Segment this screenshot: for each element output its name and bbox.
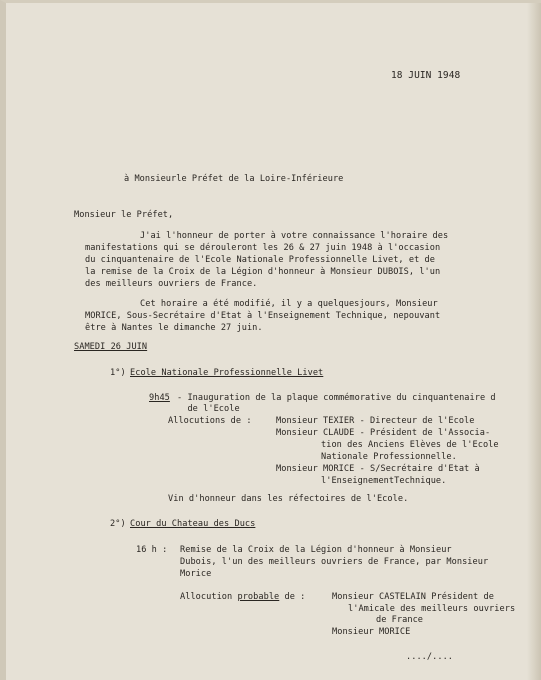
de-word: de : <box>279 592 306 602</box>
section1-title: Ecole Nationale Professionnelle Livet <box>130 368 324 378</box>
section2-item-line: Morice <box>180 569 212 579</box>
allocution2-line: l'Amicale des meilleurs ouvriers <box>348 604 516 614</box>
allocution2-line: de France <box>376 615 424 625</box>
allocution-line: l'EnseignementTechnique. <box>321 476 447 486</box>
recipient-line: à Monsieurle Préfet de la Loire-Inférieure <box>124 174 344 184</box>
para2-line: Cet horaire a été modifié, il y a quelquesjours, Monsieur <box>140 299 438 309</box>
allocution-line: Monsieur TEXIER - Directeur de l'Ecole <box>276 416 475 426</box>
letter-date: 18 JUIN 1948 <box>391 70 461 81</box>
para1-line: la remise de la Croix de la Légion d'honneur à Monsieur DUBOIS, l'un <box>85 267 441 277</box>
para2-line: MORICE, Sous-Secrétaire d'Etat à l'Enseignement Technique, nepouvant <box>85 311 441 321</box>
continuation-mark: ..../.... <box>406 652 454 662</box>
allocution-word: Allocution <box>180 592 233 602</box>
section2-item-line: Dubois, l'un des meilleurs ouvriers de France, par Monsieur <box>180 557 489 567</box>
para1-line: du cinquantenaire de l'Ecole Nationale Professionnelle Livet, et de <box>85 255 435 265</box>
para1-line: J'ai l'honneur de porter à votre connaissance l'horaire des <box>140 231 449 241</box>
section2-number: 2°) <box>110 519 126 529</box>
para1-line: des meilleurs ouvriers de France. <box>85 279 258 289</box>
salutation: Monsieur le Préfet, <box>74 210 174 220</box>
allocution2-line: Monsieur CASTELAIN Président de <box>332 592 494 602</box>
page-edge-shadow <box>527 3 541 680</box>
allocutions-label: Allocutions de : <box>168 416 252 426</box>
section1-time: 9h45 <box>149 393 170 403</box>
day-heading: SAMEDI 26 JUIN <box>74 342 148 352</box>
allocution-line: Nationale Professionnelle. <box>321 452 457 462</box>
probable-word: probable <box>237 592 280 602</box>
section2-title: Cour du Chateau des Ducs <box>130 519 256 529</box>
section2-time: 16 h : <box>136 545 168 555</box>
section1-item-line: de l'Ecole <box>177 404 240 414</box>
allocution-line: tion des Anciens Elèves de l'Ecole <box>321 440 499 450</box>
vin-d-honneur: Vin d'honneur dans les réfectoires de l'Ecole. <box>168 494 409 504</box>
section2-item-line: Remise de la Croix de la Légion d'honneur à Monsieur <box>180 545 452 555</box>
section1-number: 1°) <box>110 368 126 378</box>
para1-line: manifestations qui se dérouleront les 26 & 27 juin 1948 à l'occasion <box>85 243 441 253</box>
para2-line: être à Nantes le dimanche 27 juin. <box>85 323 263 333</box>
allocution-line: Monsieur MORICE - S/Secrétaire d'Etat à <box>276 464 480 474</box>
section1-item-line: - Inauguration de la plaque commémorative du cinquantenaire d <box>177 393 496 403</box>
allocution-probable-label <box>180 592 305 603</box>
allocution-line: Monsieur CLAUDE - Président de l'Associa- <box>276 428 491 438</box>
allocution2-line: Monsieur MORICE <box>332 627 411 637</box>
